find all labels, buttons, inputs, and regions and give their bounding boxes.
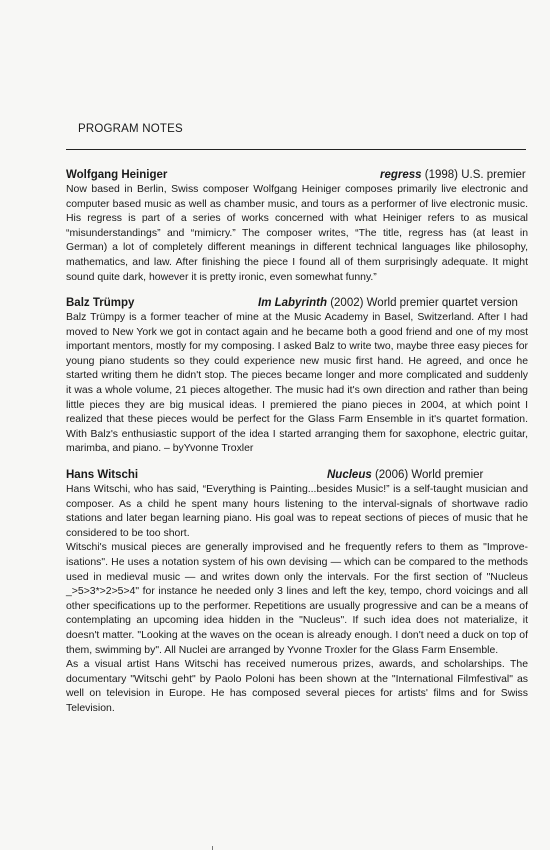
work-detail: (2006) World premier [371,469,484,481]
piece-trumpy [66,296,528,457]
piece-notes [66,483,528,717]
work-title: regress [380,169,422,181]
composer-name: Hans Witschi [66,469,139,481]
piece-notes [66,311,528,457]
composer-name: Wolfgang Heiniger [66,169,168,181]
notes-paragraph: Balz Trümpy is a former teacher of mine at the Music Academy in Basel, Switzerland. After I had moved to New York we got in contact again and he became both a good friend and one of my most important mentors, mostly for my composing. I asked Balz to write two, maybe three easy pieces for young piano students so they could experience new music first hand. He agreed, and once he started writing them he didn't stop. The pieces became longer and more complicated and suddenly it was a whole volume, 21 pieces altogether. The music had it's own direction and rather than being little pieces they are big musical ideas. I premiered the piano pieces in 2004, at which point I realized that these pieces would be perfect for the Glass Farm Ensemble in it's quartet formation. With Balz's enthusiastic support of the idea I started arranging them for saxophone, electric guitar, marimba, and piano. – byYvonne Troxler [66,312,528,455]
work-title: Nucleus [327,469,372,481]
work-detail: (1998) U.S. premier [421,169,526,181]
work-title: Im Labyrinth [258,297,328,309]
work-info [327,468,483,483]
piece-header [66,296,528,311]
work-info [258,296,518,311]
piece-header [66,168,528,183]
notes-paragraph: As a visual artist Hans Witschi has received numerous prizes, awards, and scholarships. The documentary "Witschi geht" by Paolo Poloni has been shown at the "International Filmfestival" as well on television in Europe. He has composed several pieces for artists' films and for Swiss Television. [66,659,528,714]
page-edge-mark [212,846,213,850]
piece-witschi [66,468,528,717]
composer-name: Balz Trümpy [66,297,135,309]
work-detail: (2002) World premier quartet version [327,297,518,309]
piece-notes [66,183,528,285]
notes-paragraph: Hans Witschi, who has said, “Everything is Painting...besides Music!” is a self-taught musician and composer. As a child he spent many hours listening to the interval-signals of shortwave radio stations and later began learning piano. His goal was to repeat sections of pieces of music that he considered to be too short. [66,484,528,539]
page-title: PROGRAM NOTES [78,123,183,135]
notes-paragraph: Now based in Berlin, Swiss composer Wolfgang Heiniger composes primarily live electronic and computer based music as well as chamber music, and tours as a performer of live electronic music. His regress is part of a series of works concerned with what Heiniger refers to as musical “misunderstandings” and “mimicry.” The composer writes, “The title, regress has (at least in German) a lot of completely different meanings in different technical languages like philosophy, mathematics, and law. After finishing the piece I found all of them surprisingly adequate. It might sound quite dark, however it is pretty ironic, even somewhat funny.” [66,184,528,283]
work-info [380,168,526,183]
piece-header [66,468,528,483]
title-divider [66,149,526,150]
piece-heiniger [66,168,528,285]
notes-paragraph: Witschi's musical pieces are generally improvised and he frequently refers to them as "Improve-isations". He uses a notation system of his own devising — which can be compared to the methods used in medieval music — and writes down only the intervals. For the first section of "Nucleus _>5>3*>2>5>4" for instance he needed only 3 lines and left the key, tempo, chord voicings and all other specifications up to the performer. Repetitions are usually progressive and can be a means of contemplating an upcoming idea hidden in the "Nucleus". If such idea does not materialize, it doesn't matter. "Looking at the waves on the ocean is already enough. I don't need a duck on top of them, swimming by". All Nuclei are arranged by Yvonne Troxler for the Glass Farm Ensemble. [66,542,528,656]
